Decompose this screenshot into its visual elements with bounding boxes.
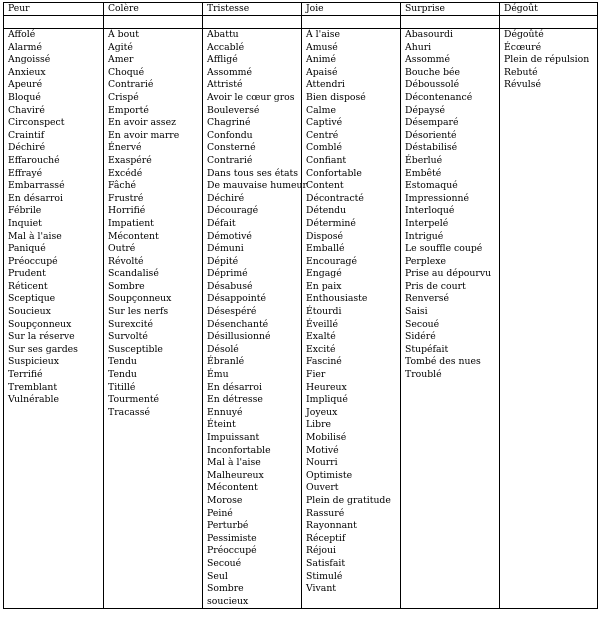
emotion-word: Déchiré — [8, 142, 46, 154]
emotion-word: Fasciné — [306, 356, 342, 368]
emotion-word: Sceptique — [8, 293, 56, 305]
emotion-word: Excédé — [108, 167, 143, 179]
emotion-word: Désillusionné — [207, 331, 271, 343]
emotion-word: Pris de court — [405, 280, 466, 292]
emotion-word: En désarroi — [8, 192, 63, 204]
empty-cell — [203, 16, 302, 29]
emotion-word: Vulnérable — [8, 394, 59, 406]
emotion-word: Inconfortable — [207, 444, 271, 456]
emotion-word: Ennuyé — [207, 406, 243, 418]
emotion-word: Tombé des nues — [405, 356, 481, 368]
emotion-word: Défait — [207, 217, 236, 229]
emotion-word: Titillé — [108, 381, 136, 393]
emotion-word: Fébrile — [8, 205, 42, 217]
emotion-word: Désabusé — [207, 280, 253, 292]
emotion-word: Contrarié — [207, 154, 253, 166]
emotion-word: Craintif — [8, 129, 45, 141]
emotion-word: Susceptible — [108, 343, 163, 355]
emotion-word: Impatient — [108, 217, 154, 229]
emotion-word: Déterminé — [306, 217, 356, 229]
emotion-word: Dégoûté — [504, 29, 544, 40]
emotion-word: Chagriné — [207, 117, 251, 129]
empty-cell — [401, 16, 500, 29]
emotion-word: Embêté — [405, 167, 442, 179]
emotion-word: Contrarié — [108, 79, 154, 91]
emotion-word: Seul — [207, 570, 228, 582]
emotion-word: Troublé — [405, 369, 442, 381]
emotion-word: En avoir marre — [108, 129, 180, 141]
emotion-word: Scandalisé — [108, 268, 159, 280]
emotion-word: Morose — [207, 494, 243, 506]
emotion-word: Impliqué — [306, 394, 348, 406]
emotion-word: Centré — [306, 129, 339, 141]
emotion-word: Détendu — [306, 205, 347, 217]
emotion-word: Chaviré — [8, 104, 45, 116]
emotion-word: Soupçonneux — [108, 293, 172, 305]
emotion-word: Surexcité — [108, 318, 153, 330]
emotion-word: Dépité — [207, 255, 239, 267]
emotion-word: Enthousiaste — [306, 293, 368, 305]
emotion-word: Sombre — [108, 280, 145, 292]
column-peur — [4, 29, 104, 609]
emotion-word: Stimulé — [306, 570, 343, 582]
emotion-word: Amer — [108, 54, 134, 66]
emotion-word: Désappointé — [207, 293, 266, 305]
emotion-word: Effrayé — [8, 167, 43, 179]
emotion-word: Confortable — [306, 167, 362, 179]
emotion-word: Avoir le cœur gros — [207, 91, 295, 103]
emotion-word: Tracassé — [108, 406, 150, 418]
emotion-word: Éteint — [207, 419, 236, 431]
emotion-word: Captivé — [306, 117, 343, 129]
emotion-word: Impuissant — [207, 432, 260, 443]
emotion-word: Animé — [306, 54, 336, 66]
emotion-word: En paix — [306, 280, 342, 292]
emotion-word: Abasourdi — [405, 29, 453, 40]
emotion-word: Estomaqué — [405, 180, 458, 192]
column-tristesse — [203, 29, 307, 609]
emotion-word: Satisfait — [306, 557, 346, 569]
emotion-word: Emporté — [108, 104, 149, 116]
emotion-word: Inquiet — [8, 217, 42, 229]
emotion-word: soucieux — [207, 595, 249, 607]
emotion-word: Accablé — [207, 41, 245, 53]
emotion-word: Soucieux — [8, 306, 51, 318]
emotion-word: Rebuté — [504, 66, 538, 78]
header-degout: Dégoût — [500, 3, 598, 16]
emotion-word: Calme — [306, 104, 336, 116]
emotion-word: Impressionné — [405, 192, 469, 204]
column-joie — [302, 29, 401, 609]
emotion-word: Désemparé — [405, 117, 459, 129]
emotion-word: Réjoui — [306, 545, 336, 557]
emotion-word: Saisi — [405, 306, 428, 318]
emotion-word: Affligé — [207, 54, 238, 66]
emotion-word: Ouvert — [306, 482, 339, 494]
emotion-word: Interloqué — [405, 205, 455, 217]
emotion-word: Disposé — [306, 230, 344, 242]
emotion-word: Circonspect — [8, 117, 65, 129]
empty-cell — [500, 16, 598, 29]
column-surprise — [401, 29, 500, 609]
emotion-word: Malheureux — [207, 469, 264, 481]
emotion-word: Préoccupé — [207, 545, 257, 557]
emotion-word: Désorienté — [405, 129, 457, 141]
emotion-word: Attendri — [306, 79, 345, 91]
emotion-word: Tourmenté — [108, 394, 160, 406]
emotion-word: Déchiré — [207, 192, 245, 204]
emotion-word: Tremblant — [8, 381, 58, 393]
emotion-word: Motivé — [306, 444, 339, 456]
emotion-word: Dans tous ses états — [207, 167, 299, 179]
emotion-word: Confondu — [207, 129, 253, 141]
emotion-word: Consterné — [207, 142, 256, 154]
emotion-word: Sur ses gardes — [8, 343, 78, 355]
emotion-word: Éberlué — [405, 154, 443, 166]
emotion-word: Éveillé — [306, 318, 338, 330]
emotion-word: Nourri — [306, 457, 338, 469]
emotion-word: Choqué — [108, 66, 145, 78]
column-colere — [104, 29, 203, 609]
emotion-word: Alarmé — [8, 41, 42, 53]
emotion-word: Bouche bée — [405, 66, 461, 78]
emotion-word: Révolté — [108, 255, 144, 267]
emotion-word: Prise au dépourvu — [405, 268, 492, 280]
emotion-word: Attristé — [207, 79, 243, 91]
emotion-word: À l'aise — [306, 29, 340, 40]
emotion-word: Étourdi — [306, 306, 342, 318]
emotion-word: Angoissé — [8, 54, 51, 66]
emotion-word: Ébranlé — [207, 356, 245, 368]
emotion-word: Mobilisé — [306, 432, 347, 443]
emotion-word: En détresse — [207, 394, 263, 406]
emotion-word: Décontenancé — [405, 91, 473, 103]
emotion-word: Interpelé — [405, 217, 449, 229]
emotion-word: Désolé — [207, 343, 239, 355]
emotion-word: Survolté — [108, 331, 148, 343]
emotion-word: Tendu — [108, 369, 137, 381]
emotion-word: Vivant — [306, 583, 337, 595]
emotion-word: Apeuré — [8, 79, 43, 91]
emotion-word: Heureux — [306, 381, 347, 393]
emotion-word: Le souffle coupé — [405, 243, 483, 255]
emotion-word: Fâché — [108, 180, 137, 192]
emotion-word: Mécontent — [207, 482, 258, 494]
emotion-word: Perplexe — [405, 255, 446, 267]
emotion-word: Sur les nerfs — [108, 306, 169, 318]
emotion-word: Abattu — [207, 29, 239, 40]
emotion-word: Outré — [108, 243, 136, 255]
emotion-word: Désespéré — [207, 306, 257, 318]
emotion-word: Crispé — [108, 91, 139, 103]
emotion-word: Apaisé — [306, 66, 338, 78]
emotion-word: Mécontent — [108, 230, 159, 242]
emotion-word: Désenchanté — [207, 318, 269, 330]
empty-cell — [4, 16, 104, 29]
emotion-word: Soupçonneux — [8, 318, 72, 330]
empty-cell — [104, 16, 203, 29]
emotion-word: Préoccupé — [8, 255, 58, 267]
emotion-word: En désarroi — [207, 381, 262, 393]
words-row — [4, 29, 598, 609]
emotion-word: Frustré — [108, 192, 144, 204]
emotion-word: Déboussolé — [405, 79, 460, 91]
emotion-word: Plein de gratitude — [306, 494, 391, 506]
emotion-word: Amusé — [306, 41, 338, 53]
emotion-word: Secoué — [207, 557, 242, 569]
emotion-word: Ahuri — [405, 41, 432, 53]
emotion-word: Rassuré — [306, 507, 345, 519]
emotion-word: Mal à l'aise — [8, 230, 62, 242]
emotion-word: Énervé — [108, 142, 142, 154]
emotion-word: Horrifié — [108, 205, 146, 217]
emotion-word: Assommé — [405, 54, 450, 66]
emotion-word: Agité — [108, 41, 133, 53]
emotion-word: Effarouché — [8, 154, 60, 166]
emotion-word: Sidéré — [405, 331, 436, 343]
emotion-word: En avoir assez — [108, 117, 176, 129]
header-row — [4, 3, 598, 16]
emotion-word: Intrigué — [405, 230, 444, 242]
emotion-word: Révulsé — [504, 79, 541, 91]
emotion-word: Bien disposé — [306, 91, 366, 103]
header-joie: Joie — [302, 3, 401, 16]
column-degout — [500, 29, 598, 609]
emotion-word: Bouleversé — [207, 104, 260, 116]
emotion-word: Affolé — [8, 29, 36, 40]
emotion-word: Anxieux — [8, 66, 46, 78]
header-tristesse: Tristesse — [203, 3, 302, 16]
emotion-word: Réceptif — [306, 532, 346, 544]
header-surprise: Surprise — [401, 3, 500, 16]
emotion-word: Décontracté — [306, 192, 364, 204]
emotion-word: Libre — [306, 419, 332, 431]
emotion-word: Réticent — [8, 280, 48, 292]
emotion-word: Démotivé — [207, 230, 252, 242]
emotion-word: Dépaysé — [405, 104, 445, 116]
emotion-word: Terrifié — [8, 369, 43, 381]
emotion-word: Comblé — [306, 142, 342, 154]
emotion-word: Secoué — [405, 318, 440, 330]
emotion-word: Emballé — [306, 243, 345, 255]
emotion-word: Tendu — [108, 356, 137, 368]
emotion-word: Démuni — [207, 243, 244, 255]
emotion-word: Rayonnant — [306, 520, 357, 532]
empty-row — [4, 16, 598, 29]
emotion-word: Embarrassé — [8, 180, 65, 192]
emotion-word: Assommé — [207, 66, 252, 78]
emotions-table — [3, 2, 598, 609]
emotion-word: Pessimiste — [207, 532, 257, 544]
emotion-word: Sombre — [207, 583, 244, 595]
emotion-word: Sur la réserve — [8, 331, 75, 343]
emotion-word: Content — [306, 180, 344, 192]
emotion-word: Mal à l'aise — [207, 457, 261, 469]
emotion-word: Stupéfait — [405, 343, 449, 355]
emotion-word: Déstabilisé — [405, 142, 458, 154]
emotion-word: Renversé — [405, 293, 449, 305]
emotion-word: Encouragé — [306, 255, 358, 267]
emotion-word: Ému — [207, 369, 229, 381]
emotion-word: Joyeux — [306, 406, 338, 418]
emotion-word: Perturbé — [207, 520, 249, 532]
emotion-word: Paniqué — [8, 243, 46, 255]
emotion-word: Fier — [306, 369, 326, 381]
empty-cell — [302, 16, 401, 29]
emotion-word: De mauvaise humeur — [207, 180, 307, 192]
emotion-word: Suspicieux — [8, 356, 59, 368]
emotion-word: À bout — [108, 29, 139, 40]
emotion-word: Écœuré — [504, 41, 542, 53]
emotion-word: Bloqué — [8, 91, 41, 103]
emotion-word: Plein de répulsion — [504, 54, 590, 66]
emotion-word: Peiné — [207, 507, 233, 519]
emotion-word: Exaspéré — [108, 154, 152, 166]
emotion-word: Découragé — [207, 205, 259, 217]
emotion-word: Prudent — [8, 268, 46, 280]
emotion-word: Confiant — [306, 154, 347, 166]
header-peur: Peur — [4, 3, 104, 16]
emotion-word: Optimiste — [306, 469, 353, 481]
emotion-word: Déprimé — [207, 268, 248, 280]
emotion-word: Engagé — [306, 268, 342, 280]
emotion-word: Exalté — [306, 331, 336, 343]
emotion-word: Excité — [306, 343, 336, 355]
header-colere: Colère — [104, 3, 203, 16]
